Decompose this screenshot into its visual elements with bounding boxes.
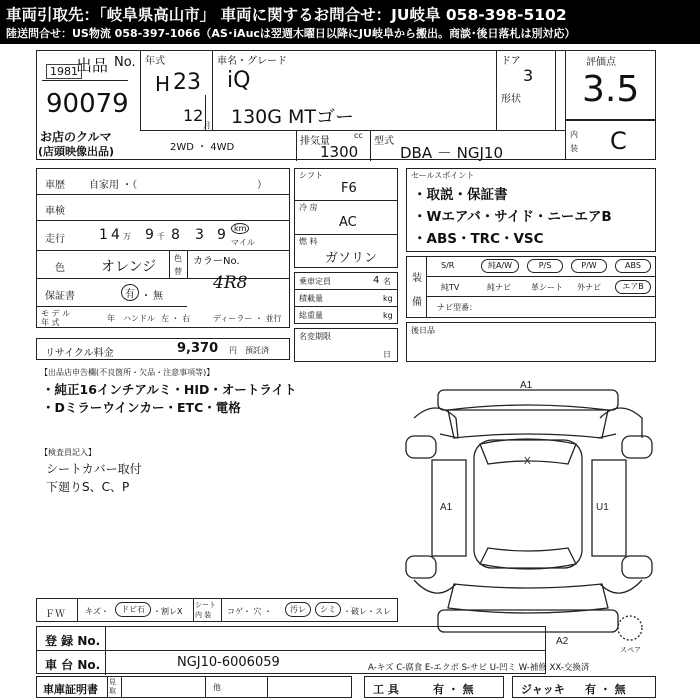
garage-cert-row <box>36 676 352 698</box>
mileage-row <box>37 221 289 251</box>
year-era: H <box>155 72 171 96</box>
fw-options: キズ・ <box>85 607 109 616</box>
cert-col-3: 他 <box>213 683 221 692</box>
load-row <box>295 290 397 307</box>
recycle-value: 9,370 <box>177 341 219 356</box>
mileage-d4: 8 <box>171 227 180 243</box>
gross-label: 総重量 <box>299 311 323 320</box>
name-change-label: 名変期限 <box>299 332 331 341</box>
seat-tears: ・破レ・スレ <box>343 607 391 616</box>
equip-navi: 純ナビ <box>487 283 511 292</box>
lot-stamp: 1981 <box>46 64 82 79</box>
lot-box <box>36 50 136 126</box>
score-cell <box>565 50 656 160</box>
inspector-note-2: 下廻りS、C、P <box>46 480 130 494</box>
mileage-unit-sen: 千 <box>157 232 165 241</box>
fuel-value: ガソリン <box>325 251 378 266</box>
fuel-row <box>295 235 397 267</box>
spec-div-1 <box>296 131 297 161</box>
lot-out-label: 出品 <box>76 56 109 75</box>
load-unit: kg <box>383 294 393 303</box>
type-label: 型式 <box>374 136 394 147</box>
diagram-right-front-wheel <box>622 436 652 458</box>
lot-number: 90079 <box>46 89 129 119</box>
inspector-label: 【検査員記入】 <box>40 448 96 457</box>
seller-note-1: ・純正16インチアルミ・HID・オートライト <box>42 382 297 397</box>
recycle-unit: 円 <box>229 346 237 355</box>
model-label: 車名・グレード <box>217 56 287 67</box>
warranty-row <box>37 279 187 307</box>
equipment-label-cell <box>407 257 427 317</box>
shift-value: F6 <box>341 181 357 196</box>
interior-label-2: 装 <box>570 144 578 153</box>
equip-row-2 <box>427 277 655 297</box>
fuel-label: 燃 料 <box>299 237 318 246</box>
name-change-unit: 日 <box>383 350 391 359</box>
cert-div-4 <box>267 677 268 697</box>
diagram-spare-label: スペア <box>620 647 641 654</box>
tools-value: 有 ・ 無 <box>433 683 474 696</box>
drive-options: 2WD ・ 4WD <box>170 142 235 153</box>
name-change-block <box>294 328 398 362</box>
diagram-left-rear-wheel <box>406 556 436 578</box>
sales-point-1: ・取説・保証書 <box>413 187 508 203</box>
dealer-options: ディーラー ・ 並行 <box>213 314 282 323</box>
cert-div-1 <box>107 677 108 697</box>
mileage-d6: 9 <box>217 227 226 243</box>
handle-label: ハンドル <box>123 314 155 323</box>
ac-label: 冷 房 <box>299 203 318 212</box>
inspection-label: 車検 <box>45 206 65 217</box>
mileage-unit-km: km <box>231 223 249 234</box>
jack-label: ジャッキ <box>521 683 565 696</box>
warranty-label: 保証書 <box>45 291 75 302</box>
mileage-unit-man: 万 <box>123 232 131 241</box>
chassis-div <box>105 651 106 675</box>
score-label: 評価点 <box>586 57 616 68</box>
equip-airbag: エアB <box>615 280 651 294</box>
diagram-mark-x-roof: X <box>524 456 531 467</box>
shop-car-note: お店のクルマ <box>40 130 112 144</box>
cond-div-1 <box>77 599 78 621</box>
damage-legend: A-キズ C-腐食 E-エクボ S-サビ U-凹ミ W-補修 XX-交換済 <box>368 663 590 673</box>
capacity-block <box>294 272 398 324</box>
year-label: 年式 <box>145 56 165 67</box>
equipment-label-2: 備 <box>412 297 422 308</box>
recycle-row <box>36 338 290 360</box>
equipment-label-1: 装 <box>412 273 422 284</box>
spec-div-2 <box>370 131 371 161</box>
history-row <box>37 169 289 195</box>
equipment-block <box>406 256 656 318</box>
color-row <box>37 251 289 279</box>
sales-point-3: ・ABS・TRC・VSC <box>413 231 544 247</box>
mileage-unit-mile: マイル <box>231 238 255 247</box>
model-year-label-1: モ デ ル <box>41 309 71 318</box>
shop-video-note: (店頭映像出品) <box>38 145 115 158</box>
reg-div <box>105 627 106 651</box>
later-date-label: 後日品 <box>411 326 435 335</box>
year-month: 12 <box>183 106 204 125</box>
gross-row <box>295 307 397 324</box>
mileage-label: 走行 <box>45 234 65 245</box>
recycle-note: 預託済 <box>245 346 269 355</box>
cert-div-2 <box>121 677 122 697</box>
diagram-left-rear-fender <box>414 580 456 593</box>
equip-tv: 純TV <box>441 283 460 292</box>
ac-row <box>295 201 397 235</box>
diagram-mark-u1-right: U1 <box>596 502 609 513</box>
mileage-d1: 1 <box>99 227 108 243</box>
doors-value: 3 <box>523 66 534 85</box>
fw-crack: ・割レX <box>153 607 183 616</box>
lot-no-label: No. <box>114 55 136 70</box>
diagram-mark-a2-rear: A2 <box>556 636 569 647</box>
gross-unit: kg <box>383 311 393 320</box>
color-div <box>169 251 170 279</box>
diagram-front-bumper <box>438 390 618 410</box>
color-div-2 <box>187 251 188 279</box>
ac-value: AC <box>339 215 357 230</box>
seller-note-2: ・Dミラーウインカー・ETC・電格 <box>42 400 241 415</box>
color-code-label: カラーNo. <box>193 256 240 267</box>
car-damage-diagram <box>396 378 666 654</box>
capacity-label: 乗車定員 <box>299 277 331 286</box>
cert-col-1: 見 取 <box>109 678 116 695</box>
model-year-row <box>37 307 289 327</box>
recycle-label: リサイクル料金 <box>45 348 114 359</box>
diagram-right-rear-fender <box>600 580 642 593</box>
diagram-right-rear-wheel <box>622 556 652 578</box>
shift-row <box>295 169 397 201</box>
seat-stain: シミ <box>315 602 341 617</box>
color-code-value: 4R8 <box>213 273 248 293</box>
registration-label: 登 録 No. <box>45 634 101 648</box>
displacement-value: 1300 <box>320 143 359 161</box>
interior-value: C <box>610 127 627 155</box>
diagram-right-front-fender <box>600 408 642 438</box>
history-value: 自家用 ・（ <box>89 180 138 191</box>
mech-block <box>294 168 398 268</box>
load-label: 積載量 <box>299 294 323 303</box>
sales-points-label: セールスポイント <box>411 171 475 180</box>
chassis-value: NGJ10-6006059 <box>177 655 280 670</box>
equip-alloy-wheels: 純A/W <box>481 259 519 273</box>
color-value: オレンジ <box>101 259 157 275</box>
warranty-yes: 有 <box>121 284 139 301</box>
color-change-2: 替 <box>174 267 182 276</box>
year-cell <box>140 50 213 130</box>
model-grade: 130G MTゴー <box>231 106 355 128</box>
mileage-d3: 9 <box>145 227 154 243</box>
tools-label: 工 具 <box>373 683 399 696</box>
year-month-unit: 月 <box>203 121 211 130</box>
mileage-d5: 3 <box>195 227 204 243</box>
diagram-left-front-wheel <box>406 436 436 458</box>
score-value: 3.5 <box>582 69 640 110</box>
inspection-row <box>37 195 289 221</box>
header-transport-line: 陸送問合せ：US物流 058-397-1066（AS･iAucは翌週木曜日以降にJU岐阜から搬出。商談･後日落札は別対応） <box>6 27 576 40</box>
model-year-unit: 年 <box>107 314 115 323</box>
spec-row <box>140 130 565 160</box>
type-value: DBA － NGJ10 <box>400 144 503 162</box>
diagram-left-mirror <box>440 434 458 438</box>
shift-label: シフト <box>299 171 323 180</box>
equip-leather: 革シート <box>531 283 563 292</box>
diagram-mark-a1-front: A1 <box>520 380 533 391</box>
garage-cert-label: 車庫証明書 <box>43 683 98 696</box>
jack-row <box>512 676 656 698</box>
equip-ext-navi: 外ナビ <box>577 283 601 292</box>
history-close: ） <box>257 180 267 191</box>
later-date-block <box>406 322 656 362</box>
equip-row-1 <box>427 257 655 277</box>
inspector-note-1: シートカバー取付 <box>46 462 142 476</box>
jack-value: 有 ・ 無 <box>585 683 626 696</box>
equip-power-steering: P/S <box>527 259 563 273</box>
tools-row <box>364 676 504 698</box>
equip-abs: ABS <box>615 259 651 273</box>
seat-label-2: 内 装 <box>195 611 212 619</box>
equip-sr: S/R <box>441 261 455 270</box>
doors-label: ドア <box>501 56 521 67</box>
capacity-unit: 名 <box>383 277 391 286</box>
seat-dirt: 汚レ <box>285 602 311 617</box>
registration-row <box>37 627 545 651</box>
interior-box <box>565 120 656 160</box>
diagram-mark-a1-left: A1 <box>440 502 453 513</box>
details-block <box>36 168 290 328</box>
diagram-trunk <box>448 584 608 613</box>
interior-label-1: 内 <box>570 130 578 139</box>
model-name: iQ <box>227 68 251 93</box>
diagram-right-mirror <box>598 434 616 438</box>
displacement-label: 排気量 <box>300 136 330 147</box>
displacement-unit: cc <box>354 131 363 140</box>
color-label: 色 <box>55 263 65 274</box>
chassis-label: 車 台 No. <box>45 658 101 672</box>
diagram-spare-tire <box>618 616 642 640</box>
cert-div-3 <box>205 677 206 697</box>
shape-label: 形状 <box>501 94 521 105</box>
capacity-row <box>295 273 397 290</box>
sales-point-2: ・Wエアバ・サイド・ニーエアB <box>413 209 612 225</box>
color-change-1: 色 <box>174 254 182 263</box>
cond-div-2 <box>193 599 194 621</box>
navi-model-label: ナビ型番： <box>437 303 477 312</box>
year-value: 23 <box>173 70 201 95</box>
model-year-label-2: 年 式 <box>41 318 60 327</box>
header-bar <box>0 0 700 44</box>
handle-options: 左 ・ 右 <box>161 314 191 323</box>
warranty-no: 無 <box>153 291 163 302</box>
seat-label-1: シート <box>195 601 216 609</box>
fw-stone-chip: ドビ石 <box>115 602 151 617</box>
header-contact-line: 車両引取先：「岐阜県高山市」 車両に関するお問合せ：JU岐阜 058-398-5102 <box>6 6 567 24</box>
warranty-sep: ・ <box>141 291 151 302</box>
seat-options: コゲ・ 穴 ・ <box>227 607 273 616</box>
model-cell <box>213 50 496 130</box>
condition-row <box>36 598 398 622</box>
history-label: 車歴 <box>45 180 65 191</box>
fw-label: ＦＷ <box>45 609 65 620</box>
score-box <box>565 50 656 120</box>
capacity-value: 4 <box>373 275 380 286</box>
cond-div-3 <box>221 599 222 621</box>
lot-divider <box>42 80 128 81</box>
sales-points-block <box>406 168 656 252</box>
equip-power-windows: P/W <box>571 259 607 273</box>
seller-notes-label: 【出品店申告欄(不良箇所・欠品・注意事項等)】 <box>40 368 215 377</box>
diagram-rear-window <box>480 548 576 569</box>
mileage-d2: 4 <box>111 227 120 243</box>
doors-cell <box>496 50 556 130</box>
